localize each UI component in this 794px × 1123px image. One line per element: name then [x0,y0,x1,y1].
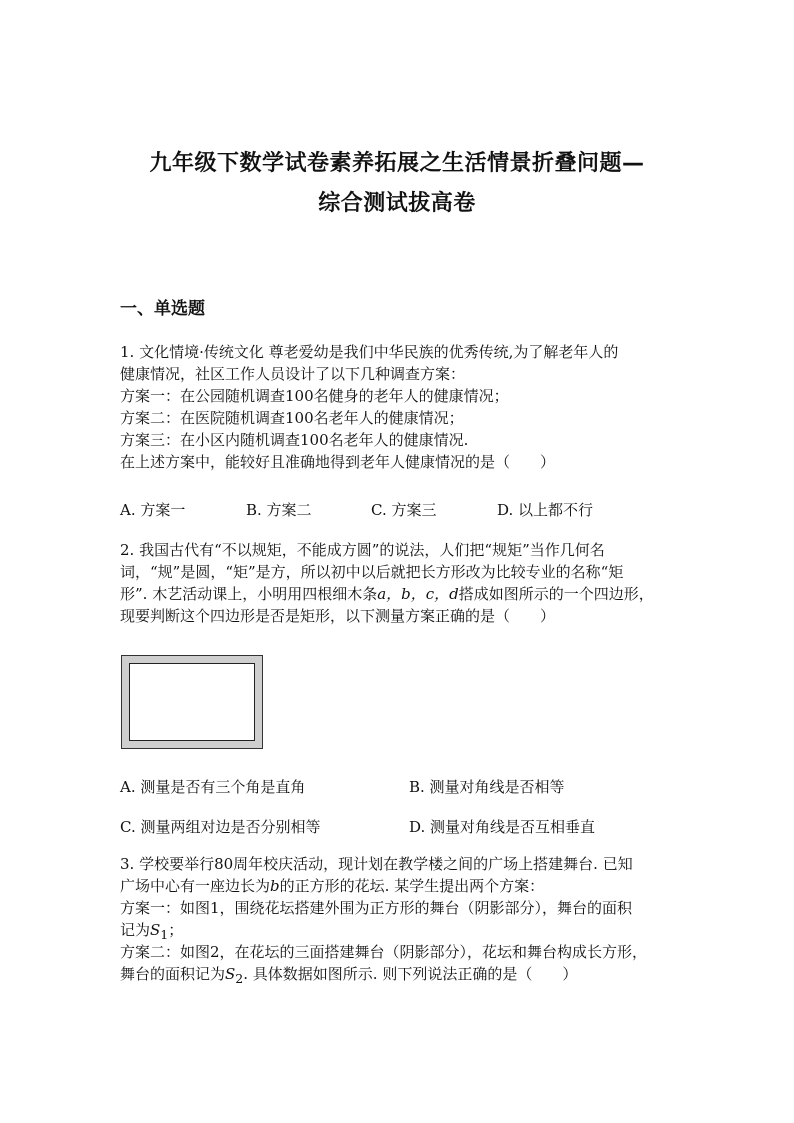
q1-option-a[interactable]: A. 方案一 [120,501,186,519]
page-title-line-2: 综合测试拔高卷 [318,191,476,216]
question-2-line: 现要判断这个四边形是否是矩形，以下测量方案正确的是（ ） [120,607,556,625]
question-3-text: . 具体数据如图所示. 则下列说法正确的是（ ） [243,965,578,983]
question-1-line: 在上述方案中，能较好且准确地得到老年人健康情况的是（ ） [120,453,556,471]
quadrilateral-figure [121,655,263,749]
question-3-text: 的正方形的花坛. 某学生提出两个方案： [279,877,545,895]
question-1-line: 方案三：在小区内随机调查100名老年人的健康情况. [120,431,469,449]
question-3-line: 3. 学校要举行80周年校庆活动，现计划在教学楼之间的广场上搭建舞台. 已知 [120,855,633,873]
q2-option-a[interactable]: A. 测量是否有三个角是直角 [120,778,306,796]
question-1-line: 方案二：在医院随机调查100名老年人的健康情况； [120,409,464,427]
q2-option-d[interactable]: D. 测量对角线是否互相垂直 [409,818,596,836]
area-s1-subscript: 1 [160,927,169,942]
section-heading: 一、单选题 [120,299,205,319]
question-3 [120,853,690,985]
area-s1: S [150,921,161,939]
question-3-text: 广场中心有一座边长为 [120,877,271,895]
question-3-line: 方案一：如图1，围绕花坛搭建外围为正方形的舞台（阴影部分），舞台的面积 [120,899,633,917]
question-3-line [120,875,690,897]
q1-option-b[interactable]: B. 方案二 [246,501,312,519]
quadrilateral-inner [129,663,255,741]
question-2-line: 2. 我国古代有“不以规矩，不能成方圆”的说法，人们把“规矩”当作几何名 [120,541,605,559]
area-s2: S [225,965,236,983]
q1-option-d[interactable]: D. 以上都不行 [497,501,594,519]
stick-variables: a，b，c，d [377,585,459,603]
question-2 [120,539,690,627]
q2-option-c[interactable]: C. 测量两组对边是否分别相等 [120,818,321,836]
question-3-text: 记为 [120,921,151,939]
q2-option-b[interactable]: B. 测量对角线是否相等 [409,778,565,796]
page-title-line-1: 九年级下数学试卷素养拓展之生活情景折叠问题— [149,151,645,176]
question-1-line: 1. 文化情境·传统文化 尊老爱幼是我们中华民族的优秀传统,为了解老年人的 [120,343,619,361]
question-2-text: 形”. 木艺活动课上，小明用四根细木条 [120,585,378,603]
q1-option-c[interactable]: C. 方案三 [371,501,437,519]
question-3-line [120,963,690,985]
area-s2-subscript: 2 [235,971,244,986]
question-3-text: 舞台的面积记为 [120,965,226,983]
question-1-line: 健康情况，社区工作人员设计了以下几种调查方案： [120,365,466,383]
question-3-text: ； [168,921,184,939]
question-1 [120,341,690,473]
question-3-line [120,919,690,941]
question-2-line [120,583,690,605]
question-1-line: 方案一：在公园随机调查100名健身的老年人的健康情况； [120,387,509,405]
question-3-line: 方案二：如图2，在花坛的三面搭建舞台（阴影部分），花坛和舞台构成长方形， [120,943,648,961]
question-2-line: 词，“规”是圆，“矩”是方，所以初中以后就把长方形改为比较专业的名称“矩 [120,563,624,581]
side-length-variable: b [270,877,280,895]
question-2-text: 搭成如图所示的一个四边形， [458,585,654,603]
